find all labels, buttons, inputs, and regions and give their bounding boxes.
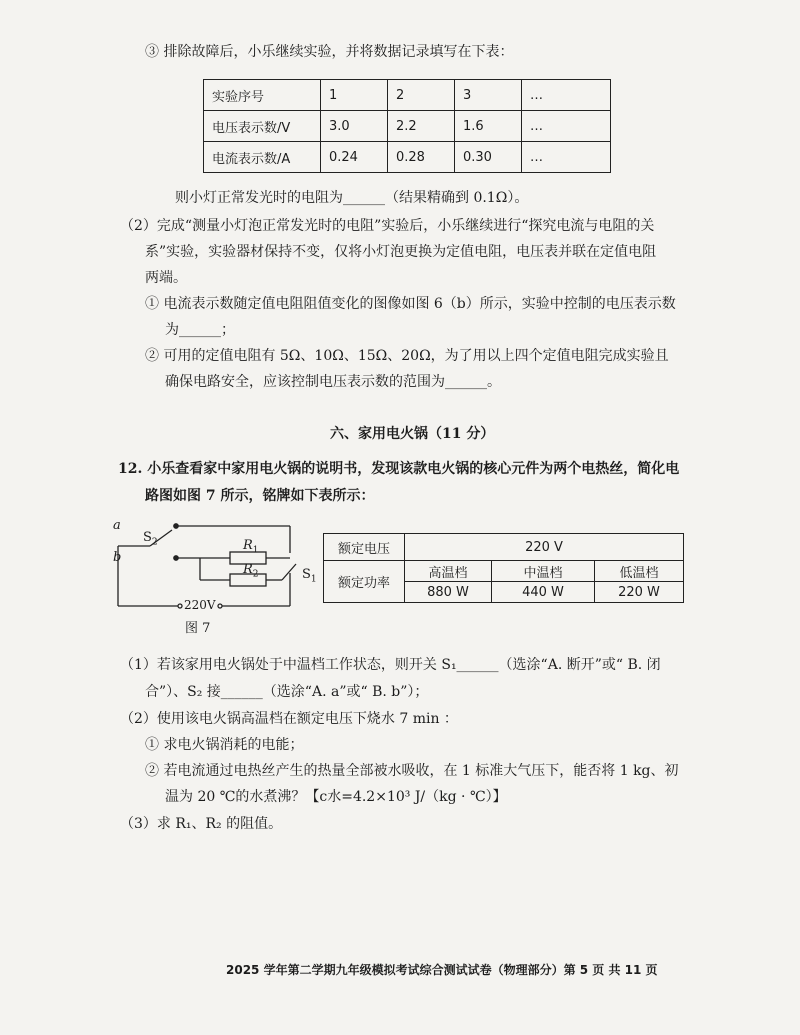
part2-q2-line: 确保电路安全，应该控制电压表示数的范围为______。: [165, 374, 501, 390]
q3-intro: ③ 排除故障后，小乐继续实验，并将数据记录填写在下表：: [145, 44, 514, 60]
resistor-r2-label: [243, 562, 259, 580]
rated-voltage-label: 额定电压: [324, 534, 405, 561]
level-high: 高温档: [405, 561, 492, 582]
q12-part2-sub2-line: ② 若电流通过电热丝产生的热量全部被水吸收，在 1 标准大气压下，能否将 1 kg、初: [145, 763, 679, 779]
nameplate-table: [323, 533, 684, 603]
contact-b-label: b: [113, 550, 122, 565]
power-high: 880 W: [405, 582, 492, 603]
experiment-data-table: [203, 79, 611, 173]
table-cell: 3.0: [321, 111, 388, 142]
table-cell: 0.28: [388, 142, 455, 173]
q12-part2-sub2-line: 温为 20 ℃的水煮沸？【c水=4.2×10³ J/（kg · ℃）】: [165, 789, 507, 805]
q3-answer-blank: 则小灯正常发光时的电阻为______（结果精确到 0.1Ω）。: [175, 190, 529, 206]
level-low: 低温档: [595, 561, 684, 582]
rated-power-label: 额定功率: [324, 561, 405, 603]
power-low: 220 W: [595, 582, 684, 603]
q12-line: 路图如图 7 所示，铭牌如下表所示：: [145, 488, 375, 504]
q12-line: 12. 小乐查看家中家用电火锅的说明书，发现该款电火锅的核心元件为两个电热丝，简化电: [118, 461, 680, 477]
q12-part1-line: （1）若该家用电火锅处于中温档工作状态，则开关 S₁______（选涂“A. 断开”或“ B. 闭: [120, 657, 661, 673]
table-row: [204, 80, 611, 111]
table-row: [204, 111, 611, 142]
table-cell: 电压表示数/V: [204, 111, 321, 142]
table-cell: …: [522, 142, 611, 173]
r1-letter: R: [243, 538, 253, 553]
table-row: [204, 142, 611, 173]
rated-voltage-value: 220 V: [405, 534, 684, 561]
part2-line: 系”实验，实验器材保持不变，仅将小灯泡更换为定值电阻，电压表并联在定值电阻: [145, 244, 657, 260]
power-medium: 440 W: [492, 582, 595, 603]
switch-s2-letter: S: [143, 530, 152, 545]
r1-sub: 1: [252, 545, 259, 556]
section-title: 六、家用电火锅（11 分）: [330, 426, 495, 442]
q12-part3: （3）求 R₁、R₂ 的阻值。: [120, 816, 283, 832]
table-cell: 3: [455, 80, 522, 111]
table-cell: 2.2: [388, 111, 455, 142]
r2-letter: R: [243, 562, 253, 577]
table-cell: 实验序号: [204, 80, 321, 111]
q12-part2-sub1: ① 求电火锅消耗的电能；: [145, 737, 304, 753]
part2-q1-line: ① 电流表示数随定值电阻阻值变化的图像如图 6（b）所示，实验中控制的电压表示数: [145, 296, 676, 312]
table-row: [324, 561, 684, 582]
table-cell: 1.6: [455, 111, 522, 142]
table-row: [324, 534, 684, 561]
table-cell: …: [522, 111, 611, 142]
switch-s2-label: [143, 530, 158, 548]
part2-q2-line: ② 可用的定值电阻有 5Ω、10Ω、15Ω、20Ω，为了用以上四个定值电阻完成实验且: [145, 348, 669, 364]
q12-part2: （2）使用该电火锅高温档在额定电压下烧水 7 min ：: [120, 711, 458, 727]
part2-line: 两端。: [145, 270, 187, 286]
table-cell: 1: [321, 80, 388, 111]
switch-s2-sub: 2: [151, 537, 158, 548]
switch-s1-label: [302, 567, 317, 585]
resistor-r1-label: [243, 538, 259, 556]
contact-a-label: a: [113, 518, 121, 533]
table-cell: 0.30: [455, 142, 522, 173]
switch-s1-letter: S: [302, 567, 311, 582]
level-medium: 中温档: [492, 561, 595, 582]
switch-s1-sub: 1: [310, 574, 317, 585]
table-cell: 电流表示数/A: [204, 142, 321, 173]
circuit-diagram: [110, 518, 320, 638]
table-cell: 2: [388, 80, 455, 111]
part2-line: （2）完成“测量小灯泡正常发光时的电阻”实验后，小乐继续进行“探究电流与电阻的关: [120, 218, 655, 234]
page-footer: 2025 学年第二学期九年级模拟考试综合测试试卷（物理部分）第 5 页 共 11 页: [226, 963, 658, 977]
part2-q1-line: 为______；: [165, 322, 235, 338]
power-source-label: 220V: [184, 598, 216, 612]
figure-label: 图 7: [185, 621, 211, 636]
r2-sub: 2: [252, 569, 259, 580]
table-cell: 0.24: [321, 142, 388, 173]
q12-part1-line: 合”）、S₂ 接______（选涂“A. a”或“ B. b”）；: [145, 684, 429, 700]
table-cell: …: [522, 80, 611, 111]
